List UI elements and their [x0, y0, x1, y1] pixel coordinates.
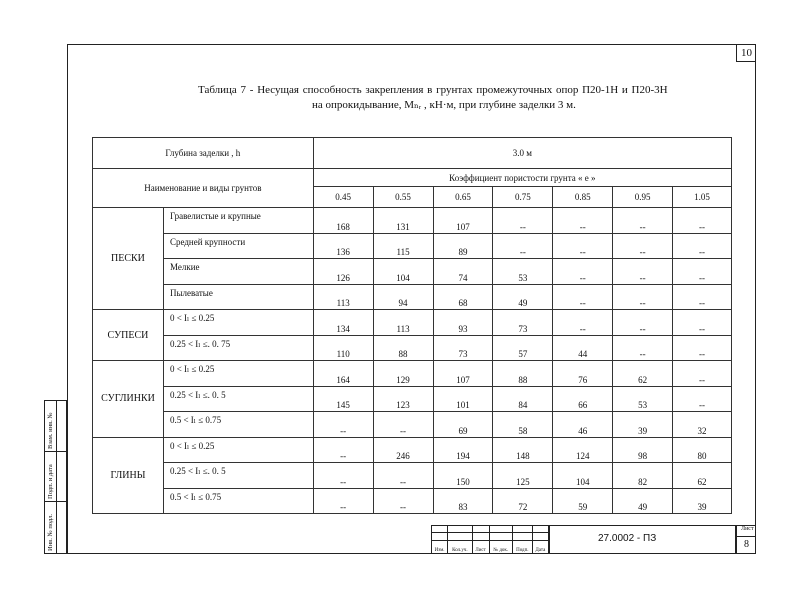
table-row: [93, 208, 732, 234]
table-cell: 32: [673, 412, 732, 438]
table-cell: 59: [553, 488, 613, 514]
table-cell: 46: [553, 412, 613, 438]
table-cell: 134: [313, 310, 373, 336]
porosity-coef-header: Коэффициент пористости грунта « е »: [313, 169, 731, 187]
table-cell: --: [673, 233, 732, 259]
side-label-sign: Подп. и дата: [47, 464, 54, 499]
soil-subtype-label: 0 < Iₗ ≤ 0.25: [163, 437, 313, 463]
table-cell: --: [613, 208, 673, 234]
soil-group-name: ГЛИНЫ: [93, 437, 164, 514]
table-title-line2: на опрокидывание, Мₙᵣ , кН·м, при глубине заделки 3 м.: [312, 99, 576, 111]
table-cell: 62: [673, 463, 732, 489]
table-cell: 246: [373, 437, 433, 463]
table-row: [93, 437, 732, 463]
table-cell: --: [553, 259, 613, 285]
table-cell: 82: [613, 463, 673, 489]
table-cell: 164: [313, 361, 373, 387]
document-number: 27.0002 - ПЗ: [598, 533, 657, 544]
table-cell: 72: [493, 488, 553, 514]
table-cell: 125: [493, 463, 553, 489]
coef-column-header: 0.75: [493, 187, 553, 208]
table-row: [93, 412, 732, 438]
table-cell: --: [673, 259, 732, 285]
table-cell: 115: [373, 233, 433, 259]
table-row: [93, 284, 732, 310]
soil-subtype-label: 0 < Iₗ ≤ 0.25: [163, 310, 313, 336]
table-cell: 74: [433, 259, 493, 285]
table-cell: 83: [433, 488, 493, 514]
table-cell: 98: [613, 437, 673, 463]
table-cell: 131: [373, 208, 433, 234]
soil-subtype-label: 0.25 < Iₗ ≤. 0. 75: [163, 335, 313, 361]
sheet-label: Лист: [741, 526, 754, 532]
table-cell: --: [313, 463, 373, 489]
table-cell: 107: [433, 208, 493, 234]
soil-subtype-label: Средней крупности: [163, 233, 313, 259]
stamp-label: Подп.: [512, 540, 532, 554]
table-cell: 68: [433, 284, 493, 310]
side-label-repl: Взам. инв. №: [47, 412, 54, 449]
table-cell: --: [613, 310, 673, 336]
table-cell: 69: [433, 412, 493, 438]
table-cell: 88: [493, 361, 553, 387]
table-cell: 39: [673, 488, 732, 514]
table-cell: 126: [313, 259, 373, 285]
table-cell: --: [313, 488, 373, 514]
table-row: [93, 463, 732, 489]
side-label-inv: Инв. № подл.: [47, 513, 54, 551]
table-cell: 57: [493, 335, 553, 361]
table-cell: 53: [493, 259, 553, 285]
table-row: [93, 335, 732, 361]
table-cell: --: [373, 412, 433, 438]
table-cell: 76: [553, 361, 613, 387]
table-cell: --: [673, 361, 732, 387]
soil-subtype-label: 0.25 < Iₗ ≤. 0. 5: [163, 463, 313, 489]
table-cell: 49: [493, 284, 553, 310]
soil-subtype-label: 0.25 < Iₗ ≤. 0. 5: [163, 386, 313, 412]
table-cell: 88: [373, 335, 433, 361]
title-block: [431, 525, 756, 554]
table-cell: 53: [613, 386, 673, 412]
table-cell: --: [493, 208, 553, 234]
table-cell: 39: [613, 412, 673, 438]
sheet-number: 8: [744, 539, 749, 550]
table-cell: --: [613, 259, 673, 285]
table-title-line1: Таблица 7 - Несущая способность закрепления в грунтах промежуточных опор П20-1Н и П20-3Н: [198, 84, 668, 96]
table-cell: 148: [493, 437, 553, 463]
stamp-label: Изм.: [432, 540, 448, 554]
table-cell: 104: [553, 463, 613, 489]
coef-column-header: 0.45: [313, 187, 373, 208]
table-cell: 107: [433, 361, 493, 387]
depth-value: 3.0 м: [313, 138, 731, 169]
table-cell: 94: [373, 284, 433, 310]
table-cell: 113: [313, 284, 373, 310]
stamp-label: Дата: [532, 540, 548, 554]
table-cell: 194: [433, 437, 493, 463]
table-cell: --: [673, 208, 732, 234]
table-row: [93, 233, 732, 259]
table-cell: 89: [433, 233, 493, 259]
table-row: [93, 361, 732, 387]
table-cell: --: [673, 335, 732, 361]
table-cell: 62: [613, 361, 673, 387]
table-cell: --: [493, 233, 553, 259]
table-cell: 101: [433, 386, 493, 412]
table-cell: 66: [553, 386, 613, 412]
table-cell: 80: [673, 437, 732, 463]
table-cell: 150: [433, 463, 493, 489]
table-cell: 123: [373, 386, 433, 412]
stamp-label: Кол.уч.: [448, 540, 472, 554]
table-cell: 129: [373, 361, 433, 387]
table-cell: --: [673, 386, 732, 412]
soil-subtype-label: 0.5 < Iₗ ≤ 0.75: [163, 412, 313, 438]
table-cell: 104: [373, 259, 433, 285]
coef-column-header: 0.55: [373, 187, 433, 208]
table-row: [93, 488, 732, 514]
soil-subtype-label: 0.5 < Iₗ ≤ 0.75: [163, 488, 313, 514]
soil-group-name: СУПЕСИ: [93, 310, 164, 361]
table-cell: --: [553, 284, 613, 310]
table-cell: 44: [553, 335, 613, 361]
soil-type-header: Наименование и виды грунтов: [93, 169, 314, 208]
table-cell: --: [553, 208, 613, 234]
table-cell: 113: [373, 310, 433, 336]
table-cell: 73: [433, 335, 493, 361]
table-cell: 124: [553, 437, 613, 463]
soil-subtype-label: Пылеватые: [163, 284, 313, 310]
table-cell: --: [673, 310, 732, 336]
table-row: [93, 386, 732, 412]
table-cell: 49: [613, 488, 673, 514]
table-cell: 168: [313, 208, 373, 234]
table-cell: --: [553, 310, 613, 336]
table-cell: --: [553, 233, 613, 259]
bearing-capacity-table: [92, 137, 732, 514]
table-cell: 58: [493, 412, 553, 438]
table-cell: 73: [493, 310, 553, 336]
table-cell: --: [373, 488, 433, 514]
table-cell: --: [313, 437, 373, 463]
table-cell: --: [613, 335, 673, 361]
coef-column-header: 1.05: [673, 187, 732, 208]
page-number: 10: [736, 44, 756, 62]
table-cell: --: [613, 284, 673, 310]
soil-subtype-label: 0 < Iₗ ≤ 0.25: [163, 361, 313, 387]
coef-column-header: 0.65: [433, 187, 493, 208]
stamp-label: № док.: [489, 540, 512, 554]
table-row: [93, 310, 732, 336]
table-cell: --: [313, 412, 373, 438]
soil-group-name: ПЕСКИ: [93, 208, 164, 310]
side-stamp: [44, 400, 67, 554]
table-cell: 136: [313, 233, 373, 259]
soil-subtype-label: Гравелистые и крупные: [163, 208, 313, 234]
coef-column-header: 0.85: [553, 187, 613, 208]
table-cell: --: [373, 463, 433, 489]
table-cell: 93: [433, 310, 493, 336]
table-cell: 84: [493, 386, 553, 412]
table-cell: --: [613, 233, 673, 259]
coef-column-header: 0.95: [613, 187, 673, 208]
stamp-label: Лист: [472, 540, 489, 554]
table-cell: 110: [313, 335, 373, 361]
soil-group-name: СУГЛИНКИ: [93, 361, 164, 438]
table-row: [93, 259, 732, 285]
depth-label: Глубина заделки , h: [93, 138, 314, 169]
soil-subtype-label: Мелкие: [163, 259, 313, 285]
table-cell: --: [673, 284, 732, 310]
table-cell: 145: [313, 386, 373, 412]
